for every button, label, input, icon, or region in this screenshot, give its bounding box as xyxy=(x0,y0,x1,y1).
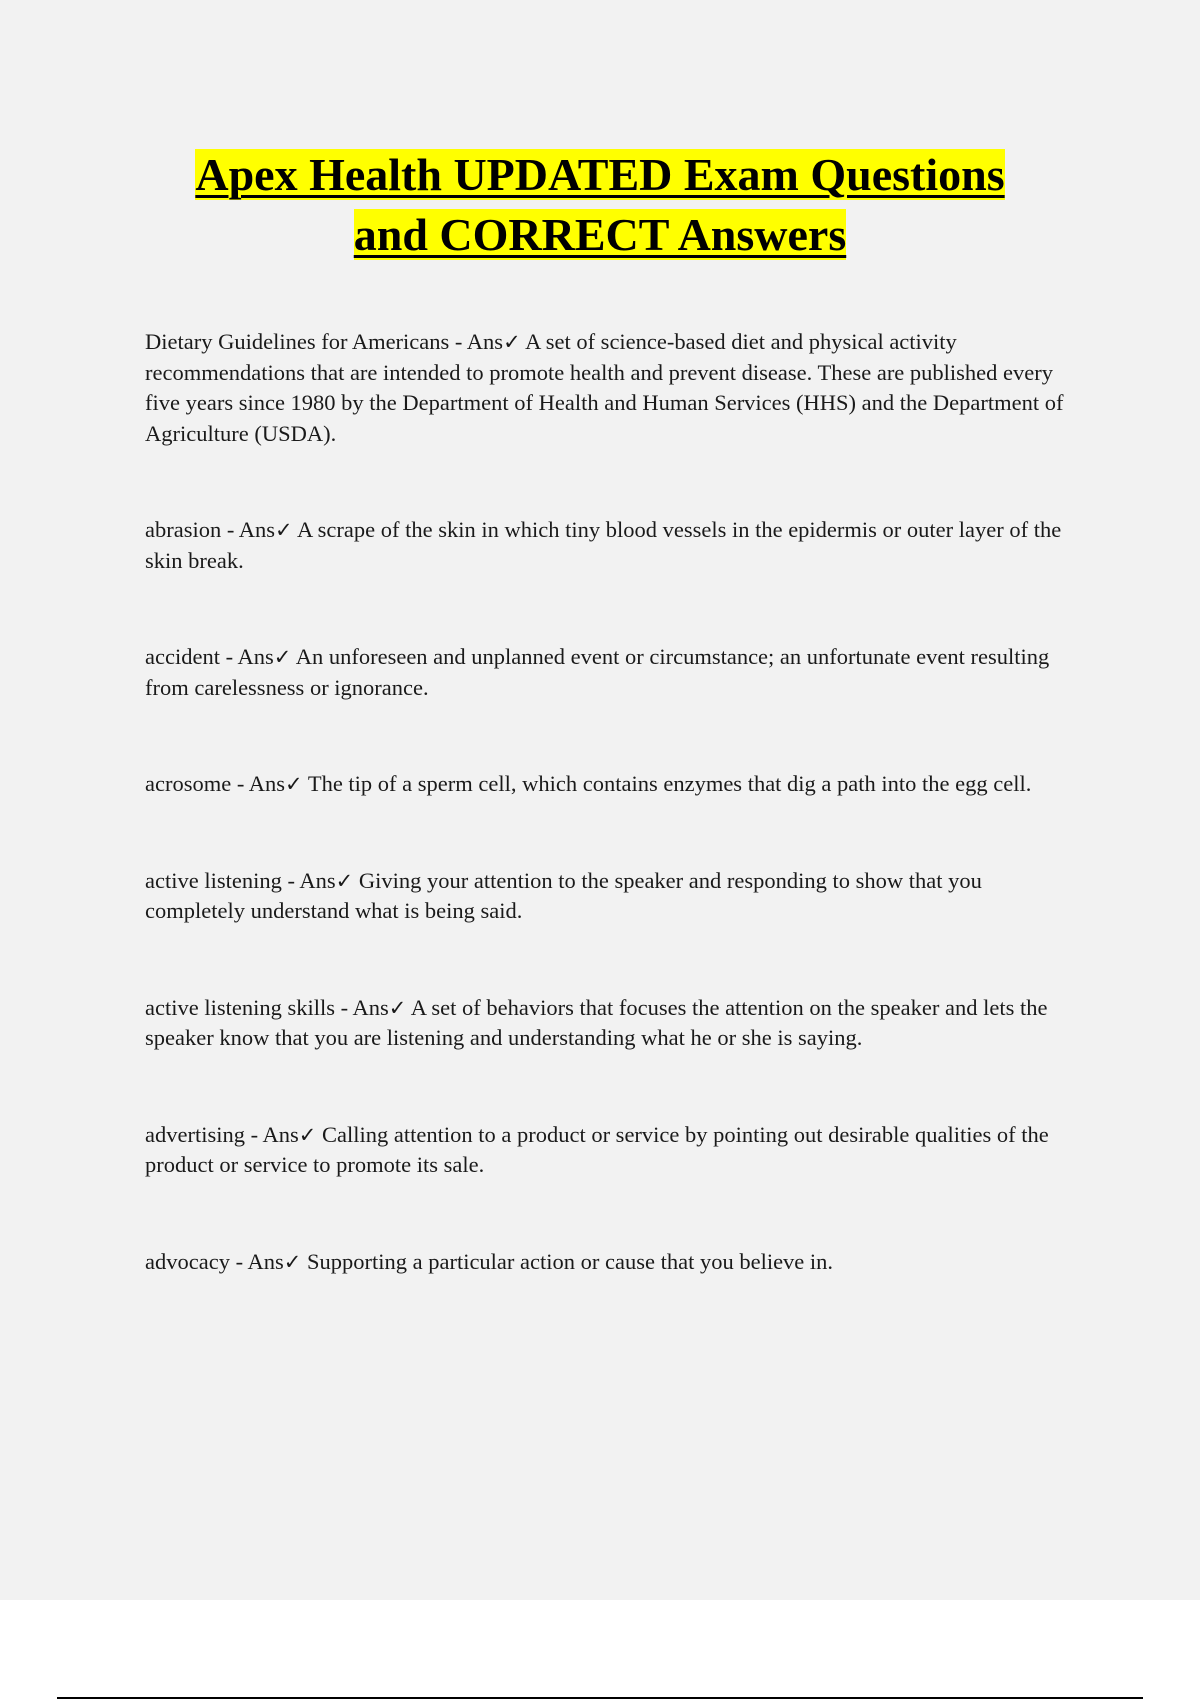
answer-marker: Ans xyxy=(247,1248,284,1274)
checkmark-icon: ✓ xyxy=(335,868,354,893)
definition: Calling attention to a product or service by pointing out desirable qualities of the product or service to promote its sale. xyxy=(145,1121,1049,1177)
page-title xyxy=(100,145,1100,265)
term: acrosome xyxy=(145,771,232,796)
definition: An unforeseen and unplanned event or circumstance; an unfortunate event resulting from carelessness or ignorance. xyxy=(145,644,1050,700)
definition: A set of behaviors that focuses the attention on the speaker and lets the speaker know that you are listening and understanding what he or she is saying. xyxy=(145,994,1048,1050)
definition: A set of science-based diet and physical activity recommendations that are intended to promote health and prevent disease. These are published every five years since 1980 by the Department of Health and Human Services (HHS) and the Department of Agriculture (USDA). xyxy=(145,329,1064,446)
checkmark-icon: ✓ xyxy=(273,645,292,669)
term-entry: active listening skills - Ans✓ A set of behaviors that focuses the attention on the speaker and lets the speaker know that you are listening and understanding what he or she is saying. xyxy=(145,994,1048,1050)
term-entry: advocacy - Ans✓ Supporting a particular action or cause that you believe in. xyxy=(145,1248,834,1274)
title-line-2: and CORRECT Answers xyxy=(353,209,847,260)
answer-marker: Ans xyxy=(262,1121,299,1147)
checkmark-icon: ✓ xyxy=(298,1122,317,1147)
checkmark-icon: ✓ xyxy=(275,518,293,542)
answer-marker: Ans xyxy=(237,644,274,669)
footer-divider xyxy=(57,1697,1143,1699)
checkmark-icon: ✓ xyxy=(388,995,407,1020)
term: active listening skills xyxy=(145,994,335,1020)
term-entry: advertising - Ans✓ Calling attention to a product or service by pointing out desirable qualities of the product or service to promote its sale. xyxy=(145,1121,1049,1177)
definition: A scrape of the skin in which tiny blood vessels in the epidermis or outer layer of the skin break. xyxy=(145,517,1062,573)
answer-marker: Ans xyxy=(299,867,336,893)
term: advertising xyxy=(145,1121,245,1147)
term-entry: abrasion - Ans✓ A scrape of the skin in which tiny blood vessels in the epidermis or outer layer of the skin break. xyxy=(145,517,1062,573)
checkmark-icon: ✓ xyxy=(503,330,521,354)
title-line-1: Apex Health UPDATED Exam Questions xyxy=(195,149,1005,200)
answer-marker: Ans xyxy=(466,329,504,354)
term-entry: accident - Ans✓ An unforeseen and unplanned event or circumstance; an unfortunate event resulting from carelessness or ignorance. xyxy=(145,644,1050,700)
answer-marker: Ans xyxy=(248,771,285,796)
definition: Supporting a particular action or cause that you believe in. xyxy=(306,1248,834,1274)
term-entry: Dietary Guidelines for Americans - Ans✓ A set of science-based diet and physical activity recommendations that are intended to promote health and prevent disease. These are published every five years since 1980 by the Department of Health and Human Services (HHS) and the Department of Agriculture (USDA). xyxy=(145,329,1064,446)
term: active listening xyxy=(145,867,282,893)
term-entry: active listening - Ans✓ Giving your attention to the speaker and responding to show that you completely understand what is being said. xyxy=(145,867,982,923)
definition: The tip of a sperm cell, which contains enzymes that dig a path into the egg cell. xyxy=(307,771,1032,796)
term-list xyxy=(0,327,1200,1277)
definition: Giving your attention to the speaker and responding to show that you completely understand what is being said. xyxy=(145,867,982,923)
term: abrasion xyxy=(145,517,222,542)
term-entry: acrosome - Ans✓ The tip of a sperm cell, which contains enzymes that dig a path into the egg cell. xyxy=(145,771,1032,796)
answer-marker: Ans xyxy=(352,994,389,1020)
term: accident xyxy=(145,644,220,669)
term: Dietary Guidelines for Americans xyxy=(145,329,450,354)
checkmark-icon: ✓ xyxy=(283,1249,302,1274)
term: advocacy xyxy=(145,1248,230,1274)
answer-marker: Ans xyxy=(238,517,276,542)
checkmark-icon: ✓ xyxy=(285,772,303,796)
